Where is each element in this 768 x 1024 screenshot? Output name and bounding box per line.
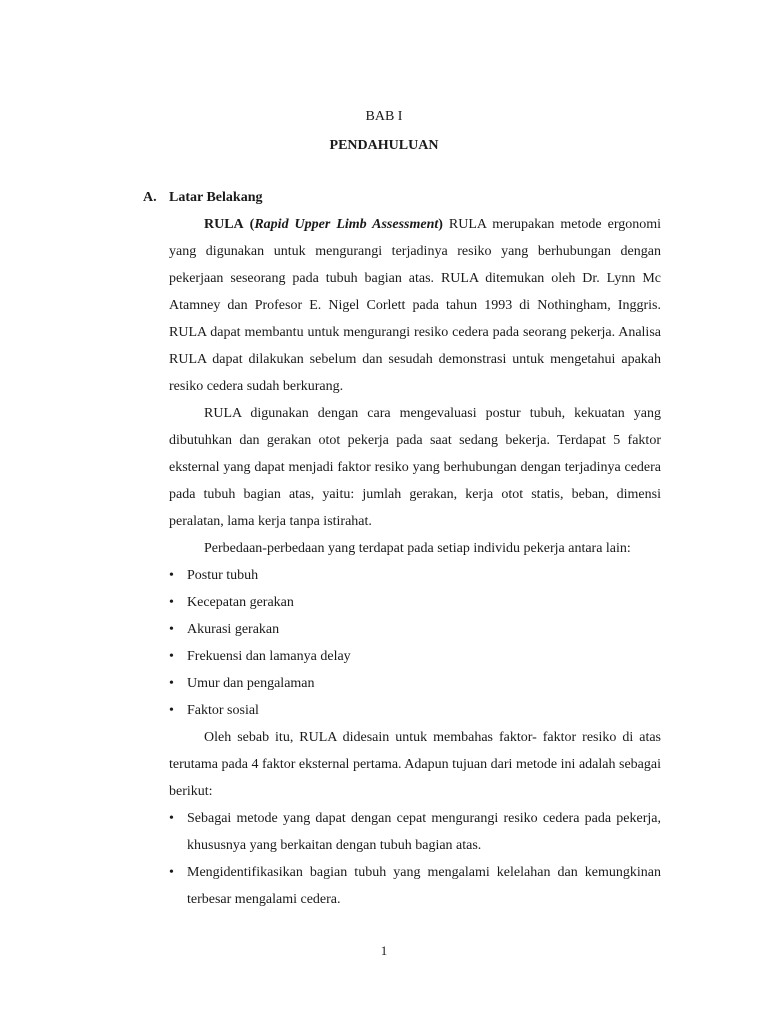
intro-expansion: Rapid Upper Limb Assessment — [254, 217, 439, 232]
bullet-icon: • — [169, 811, 174, 826]
bullet-icon: • — [169, 595, 174, 610]
intro-body: RULA merupakan metode ergonomi yang digunakan untuk mengurangi terjadinya resiko yang berhubungan dengan pekerjaan seseorang pada tubuh bagian atas. RULA ditemukan oleh Dr. Lynn Mc Atamney dan Profesor E. Nigel Corlett pada tahun 1993 di Nothingham, Inggris. RULA dapat membantu untuk mengurangi resiko cedera pada seorang pekerja. Analisa RULA dapat dilakukan sebelum dan sesudah demonstrasi untuk mengetahui apakah resiko cedera sudah berkurang. — [169, 217, 662, 394]
list-item: • Faktor sosial — [169, 697, 661, 724]
bullet-icon: • — [169, 676, 174, 691]
bullet-icon: • — [169, 703, 174, 718]
paragraph-evaluation: RULA digunakan dengan cara mengevaluasi postur tubuh, kekuatan yang dibutuhkan dan gerakan otot pekerja pada saat sedang bekerja. Terdapat 5 faktor eksternal yang dapat menjadi faktor resiko yang berhubungan dengan terjadinya cedera pada tubuh bagian atas, yaitu: jumlah gerakan, kerja otot statis, beban, dimensi peralatan, lama kerja tanpa istirahat. — [169, 406, 661, 529]
page-number: 1 — [380, 943, 388, 958]
list-item: • Akurasi gerakan — [169, 616, 661, 643]
list-item: • Mengidentifikasikan bagian tubuh yang mengalami kelelahan dan kemungkinan terbesar mengalami cedera. — [169, 859, 661, 913]
bullet-icon: • — [169, 622, 174, 637]
intro-close-paren: ) — [438, 217, 443, 232]
paragraph-purpose: Oleh sebab itu, RULA didesain untuk membahas faktor- faktor resiko di atas terutama pada 4 faktor eksternal pertama. Adapun tujuan dari metode ini adalah sebagai berikut: — [169, 730, 661, 799]
goal-list — [169, 805, 661, 913]
intro-paragraph — [169, 211, 661, 400]
section-title: Latar Belakang — [169, 190, 263, 205]
bullet-icon: • — [169, 865, 174, 880]
list-item: • Postur tubuh — [169, 562, 661, 589]
factor-list — [169, 562, 661, 724]
paragraph-differences: Perbedaan-perbedaan yang terdapat pada setiap individu pekerja antara lain: — [204, 541, 631, 556]
bullet-icon: • — [169, 568, 174, 583]
chapter-number: BAB I — [365, 109, 403, 124]
bullet-icon: • — [169, 649, 174, 664]
list-item: • Frekuensi dan lamanya delay — [169, 643, 661, 670]
list-item: • Sebagai metode yang dapat dengan cepat mengurangi resiko cedera pada pekerja, khususnya yang berkaitan dengan tubuh bagian atas. — [169, 805, 661, 859]
section-marker: A. — [143, 190, 157, 205]
list-item: • Kecepatan gerakan — [169, 589, 661, 616]
chapter-title: PENDAHULUAN — [329, 138, 439, 153]
intro-term: RULA — [204, 217, 244, 232]
intro-open-paren: ( — [249, 217, 255, 232]
list-item: • Umur dan pengalaman — [169, 670, 661, 697]
